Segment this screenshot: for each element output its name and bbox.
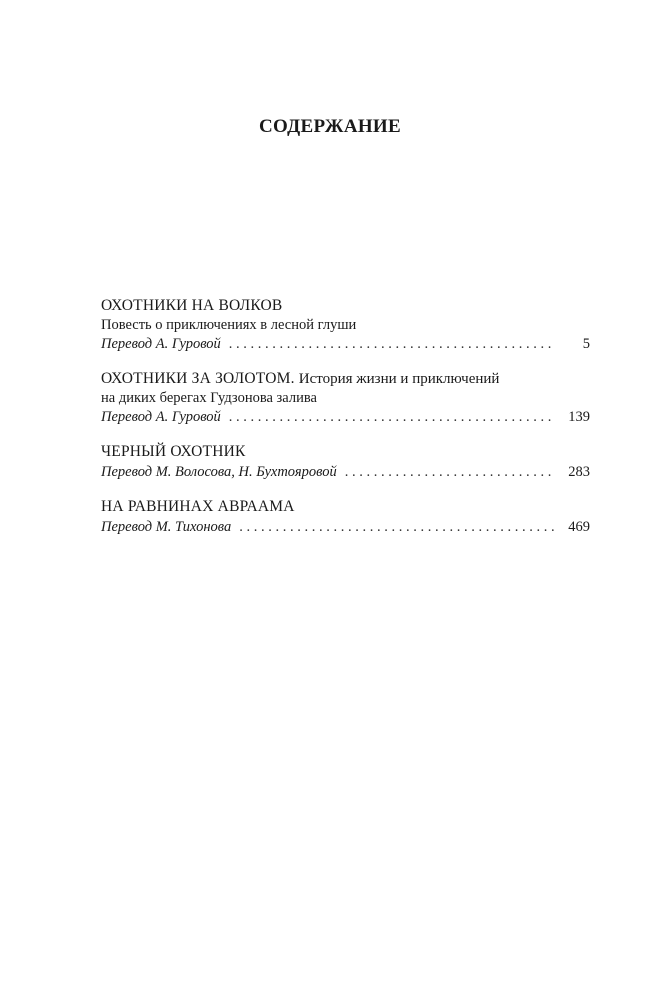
entry-title-rest: История жизни и приключений <box>298 371 500 387</box>
entry-translator: Перевод М. Тихонова <box>101 519 232 535</box>
entry-title <box>101 497 590 517</box>
entry-translator-row <box>101 517 590 537</box>
toc-entry <box>101 369 590 427</box>
entry-title <box>101 369 590 389</box>
toc-entry <box>101 442 590 482</box>
dot-leader <box>345 462 554 482</box>
entry-page-number: 139 <box>568 409 590 425</box>
dot-leader <box>229 334 554 354</box>
page-title: СОДЕРЖАНИЕ <box>259 116 401 137</box>
entry-translator-row <box>101 407 590 427</box>
dot-leader <box>239 517 554 537</box>
entry-title <box>101 442 590 462</box>
entry-title-main: ОХОТНИКИ ЗА ЗОЛОТОМ. <box>101 370 295 387</box>
entry-title-main: ОХОТНИКИ НА ВОЛКОВ <box>101 297 283 314</box>
entry-title-main: ЧЕРНЫЙ ОХОТНИК <box>101 443 246 460</box>
table-of-contents <box>101 296 590 552</box>
entry-page-number: 5 <box>582 336 590 352</box>
entry-page-number: 283 <box>568 464 590 480</box>
entry-title <box>101 296 590 316</box>
entry-translator-row <box>101 334 590 354</box>
toc-entry <box>101 296 590 354</box>
toc-entry <box>101 497 590 537</box>
dot-leader <box>229 407 554 427</box>
entry-translator-row <box>101 462 590 482</box>
entry-translator: Перевод А. Гуровой <box>101 336 221 352</box>
entry-title-main: НА РАВНИНАХ АВРААМА <box>101 498 295 515</box>
entry-translator: Перевод А. Гуровой <box>101 409 221 425</box>
entry-translator: Перевод М. Волосова, Н. Бухтояровой <box>101 464 337 480</box>
entry-subtitle: на диких берегах Гудзонова залива <box>101 390 317 406</box>
entry-subtitle: Повесть о приключениях в лесной глуши <box>101 317 357 333</box>
entry-page-number: 469 <box>568 519 590 535</box>
